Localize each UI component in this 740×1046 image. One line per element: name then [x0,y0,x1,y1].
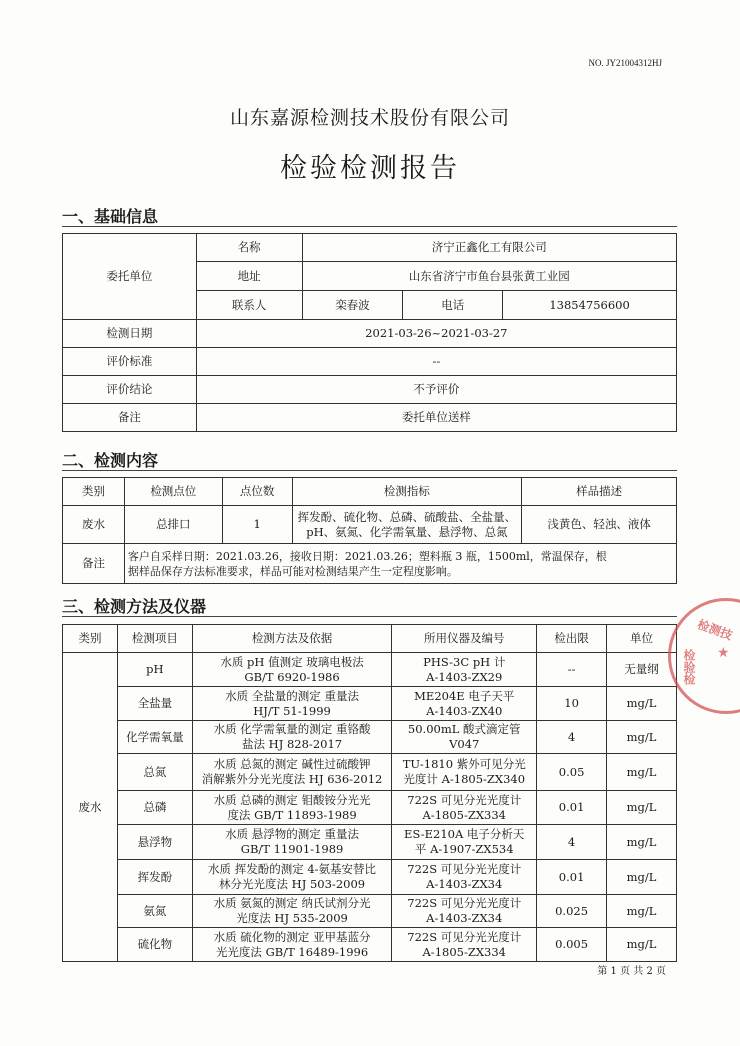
instrument-line-2: A-1403-ZX40 [426,703,503,718]
instrument-cell [392,791,537,825]
name-label: 名称 [196,234,302,262]
instrument-line-2: V047 [449,737,480,751]
header-count: 点位数 [222,478,292,506]
category-cell: 废水 [63,653,118,962]
unit-cell: mg/L [607,825,677,860]
item-cell: 硫化物 [117,928,192,962]
instrument-cell [392,895,537,928]
address-label: 地址 [196,262,302,291]
item-cell: 总磷 [117,791,192,825]
method-table [62,624,677,962]
method-cell [192,860,392,895]
item-cell: 全盐量 [117,687,192,721]
method-row [63,687,677,721]
method-row [63,721,677,754]
instrument-cell [392,825,537,860]
header-limit: 检出限 [537,625,607,653]
method-line-1: 水质 氨氮的测定 纳氏试剂分光 [213,896,371,910]
unit-cell: mg/L [607,860,677,895]
method-cell [192,653,392,687]
method-line-1: 水质 pH 值测定 玻璃电极法 [220,654,364,669]
stamp-text-top: 检测技 [695,617,735,643]
remark-line-2: 据样品保存方法标准要求，样品可能对检测结果产生一定程度影响。 [127,564,458,578]
indicators-cell [292,506,522,544]
limit-cell: -- [537,653,607,687]
method-line-2: 盐法 HJ 828-2017 [242,737,343,751]
method-line-2: 光光度法 GB/T 16489-1996 [215,944,369,959]
instrument-line-2: A-1403-ZX34 [426,911,503,925]
instrument-line-2: A-1805-ZX334 [422,944,506,959]
instrument-line-1: ES-E210A 电子分析天 [404,827,525,841]
unit-cell: mg/L [607,895,677,928]
method-line-1: 水质 总磷的测定 钼酸铵分光光 [213,792,371,807]
indicators-line-2: pH、氨氮、化学需氧量、悬浮物、总氮 [306,524,508,539]
method-row [63,653,677,687]
method-row [63,928,677,962]
method-line-1: 水质 全盐量的测定 重量法 [225,688,359,703]
item-cell: 化学需氧量 [117,721,192,754]
method-row [63,895,677,928]
section-divider [62,226,677,227]
description-cell: 浅黄色、轻浊、液体 [522,506,677,544]
method-cell [192,825,392,860]
date-value: 2021-03-26~2021-03-27 [196,320,676,348]
name-value: 济宁正鑫化工有限公司 [302,234,676,262]
limit-cell: 0.005 [537,928,607,962]
item-cell: pH [117,653,192,687]
contact-value: 栾春波 [302,291,403,320]
unit-cell: mg/L [607,687,677,721]
method-line-2: GB/T 6920-1986 [244,669,340,684]
method-row [63,825,677,860]
instrument-line-1: 722S 可见分光光度计 [407,896,522,910]
item-cell: 悬浮物 [117,825,192,860]
remark-cell [124,544,676,584]
remark-label: 备注 [63,544,125,584]
method-line-2: HJ/T 51-1999 [253,703,331,718]
method-row [63,791,677,825]
header-indicators: 检测指标 [292,478,522,506]
method-line-1: 水质 化学需氧量的测定 重铬酸 [213,722,371,736]
method-line-2: 度法 GB/T 11893-1989 [227,807,357,822]
method-cell [192,928,392,962]
method-line-2: 光度法 HJ 535-2009 [236,911,348,925]
instrument-line-1: PHS-3C pH 计 [423,654,506,669]
instrument-line-1: 50.00mL 酸式滴定管 [407,722,521,736]
phone-value: 13854756600 [503,291,677,320]
limit-cell: 0.05 [537,754,607,791]
unit-cell: mg/L [607,721,677,754]
instrument-cell [392,687,537,721]
section-divider [62,616,677,617]
limit-cell: 0.025 [537,895,607,928]
method-cell [192,687,392,721]
instrument-cell [392,721,537,754]
instrument-line-1: 722S 可见分光光度计 [407,862,522,876]
instrument-cell [392,653,537,687]
item-cell: 氨氮 [117,895,192,928]
conclusion-label: 评价结论 [63,376,197,404]
report-title: 检验检测报告 [280,153,460,184]
section-method-heading: 三、检测方法及仪器 [62,597,207,616]
stamp-text-side: 检验检 [682,649,696,685]
limit-cell: 4 [537,825,607,860]
header-description: 样品描述 [522,478,677,506]
header-method: 检测方法及依据 [192,625,392,653]
instrument-cell [392,754,537,791]
header-instrument: 所用仪器及编号 [392,625,537,653]
method-line-1: 水质 硫化物的测定 亚甲基蓝分 [213,929,371,944]
stamp-star-icon: ★ [717,645,730,661]
company-name: 山东嘉源检测技术股份有限公司 [229,107,510,129]
header-category: 类别 [63,478,125,506]
item-cell: 总氮 [117,754,192,791]
point-cell: 总排口 [124,506,222,544]
unit-cell: 无量纲 [607,653,677,687]
method-cell [192,791,392,825]
method-row [63,754,677,791]
instrument-line-1: TU-1810 紫外可见分光 [402,757,526,771]
instrument-line-2: A-1403-ZX34 [426,877,503,891]
section-content-heading: 二、检测内容 [62,451,159,470]
page-number: 第 1 页 共 2 页 [597,966,666,977]
conclusion-value: 不予评价 [196,376,676,404]
address-value: 山东省济宁市鱼台县张黄工业园 [302,262,676,291]
instrument-cell [392,860,537,895]
method-cell [192,895,392,928]
remark-label: 备注 [63,404,197,432]
remark-line-1: 客户自采样日期：2021.03.26，接收日期：2021.03.26；塑料瓶 3 瓶，1500ml，常温保存，根 [127,549,607,563]
method-line-2: 消解紫外分光光度法 HJ 636-2012 [201,772,383,786]
contact-label: 联系人 [196,291,302,320]
method-line-1: 水质 挥发酚的测定 4-氨基安替比 [208,862,377,876]
method-cell [192,721,392,754]
instrument-line-2: A-1403-ZX29 [426,669,503,684]
content-table [62,477,677,584]
unit-cell: mg/L [607,754,677,791]
phone-label: 电话 [403,291,503,320]
header-point: 检测点位 [124,478,222,506]
instrument-line-1: 722S 可见分光光度计 [407,792,522,807]
count-cell: 1 [222,506,292,544]
method-line-2: 林分光光度法 HJ 503-2009 [219,877,366,891]
limit-cell: 0.01 [537,791,607,825]
unit-cell: mg/L [607,928,677,962]
stamp-seal [668,598,740,714]
instrument-line-2: 平 A-1907-ZX534 [414,842,514,856]
instrument-line-1: 722S 可见分光光度计 [407,929,522,944]
client-label: 委托单位 [63,234,197,320]
section-divider [62,470,677,471]
instrument-line-2: A-1805-ZX334 [422,807,506,822]
document-number: NO. JY21004312HJ [588,58,662,68]
category-cell: 废水 [63,506,125,544]
limit-cell: 4 [537,721,607,754]
limit-cell: 0.01 [537,860,607,895]
header-unit: 单位 [607,625,677,653]
header-item: 检测项目 [117,625,192,653]
instrument-line-1: ME204E 电子天平 [414,688,515,703]
method-row [63,860,677,895]
basic-info-table [62,233,677,432]
remark-value: 委托单位送样 [196,404,676,432]
limit-cell: 10 [537,687,607,721]
method-cell [192,754,392,791]
instrument-line-2: 光度计 A-1805-ZX340 [403,772,526,786]
section-basic-info-heading: 一、基础信息 [62,207,159,226]
indicators-line-1: 挥发酚、硫化物、总磷、硫酸盐、全盐量、 [297,509,517,524]
method-line-1: 水质 悬浮物的测定 重量法 [225,827,359,841]
standard-label: 评价标准 [63,348,197,376]
method-line-1: 水质 总氮的测定 碱性过硫酸钾 [213,757,371,771]
header-category: 类别 [63,625,118,653]
standard-value: -- [196,348,676,376]
date-label: 检测日期 [63,320,197,348]
unit-cell: mg/L [607,791,677,825]
item-cell: 挥发酚 [117,860,192,895]
method-line-2: GB/T 11901-1989 [240,842,344,856]
instrument-cell [392,928,537,962]
